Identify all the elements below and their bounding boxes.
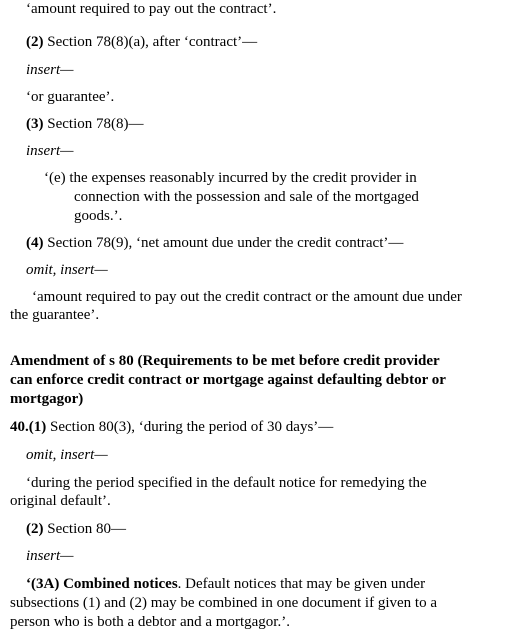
item-number: (2) [26,521,44,537]
item-number: (4) [26,235,44,251]
item-text: Section 80(3), ‘during the period of 30 days’— [50,419,334,435]
instruction: omit, insert— [26,447,108,463]
subsection-heading: ‘(3A) Combined notices [26,576,178,592]
instruction: insert— [26,548,74,564]
section-heading-line: mortgagor) [10,391,84,407]
section-40-item-2 [26,520,126,539]
paragraph-e-line: connection with the possession and sale of the mortgaged [74,189,419,205]
inserted-text-line: original default’. [10,493,111,509]
inserted-text-line: ‘during the period specified in the default notice for remedying the [26,475,427,491]
inserted-text-line: subsections (1) and (2) may be combined in one document if given to a [10,595,437,611]
paragraph-e-line: ‘(e) the expenses reasonably incurred by the credit provider in [44,170,417,186]
section-heading-line: can enforce credit contract or mortgage against defaulting debtor or [10,372,446,388]
section-40-item-1 [10,418,333,437]
item-number: (2) [26,34,44,50]
text-line: ‘amount required to pay out the contract’. [26,1,277,17]
inserted-text-line: person who is both a debtor and a mortgagor.’. [10,614,290,630]
item-number: (3) [26,116,44,132]
item-text: Section 78(9), ‘net amount due under the credit contract’— [47,235,404,251]
item-text: Section 78(8)— [47,116,144,132]
inserted-text-line: ‘amount required to pay out the credit contract or the amount due under [32,289,462,305]
amendment-item-3 [26,115,143,134]
amendment-item-4 [26,234,403,253]
inserted-text-line [26,575,425,594]
paragraph-e-line: goods.’. [74,208,123,224]
amendment-item-2 [26,33,257,52]
inserted-text: ‘or guarantee’. [26,89,115,105]
section-number: 40.(1) [10,419,47,435]
instruction: insert— [26,62,74,78]
section-heading-line: Amendment of s 80 (Requirements to be met before credit provider [10,353,440,369]
inserted-text-line: the guarantee’. [10,307,100,323]
item-text: Section 80— [47,521,126,537]
inserted-text: . Default notices that may be given under [177,576,426,592]
instruction: insert— [26,143,74,159]
instruction: omit, insert— [26,262,108,278]
item-text: Section 78(8)(a), after ‘contract’— [47,34,258,50]
